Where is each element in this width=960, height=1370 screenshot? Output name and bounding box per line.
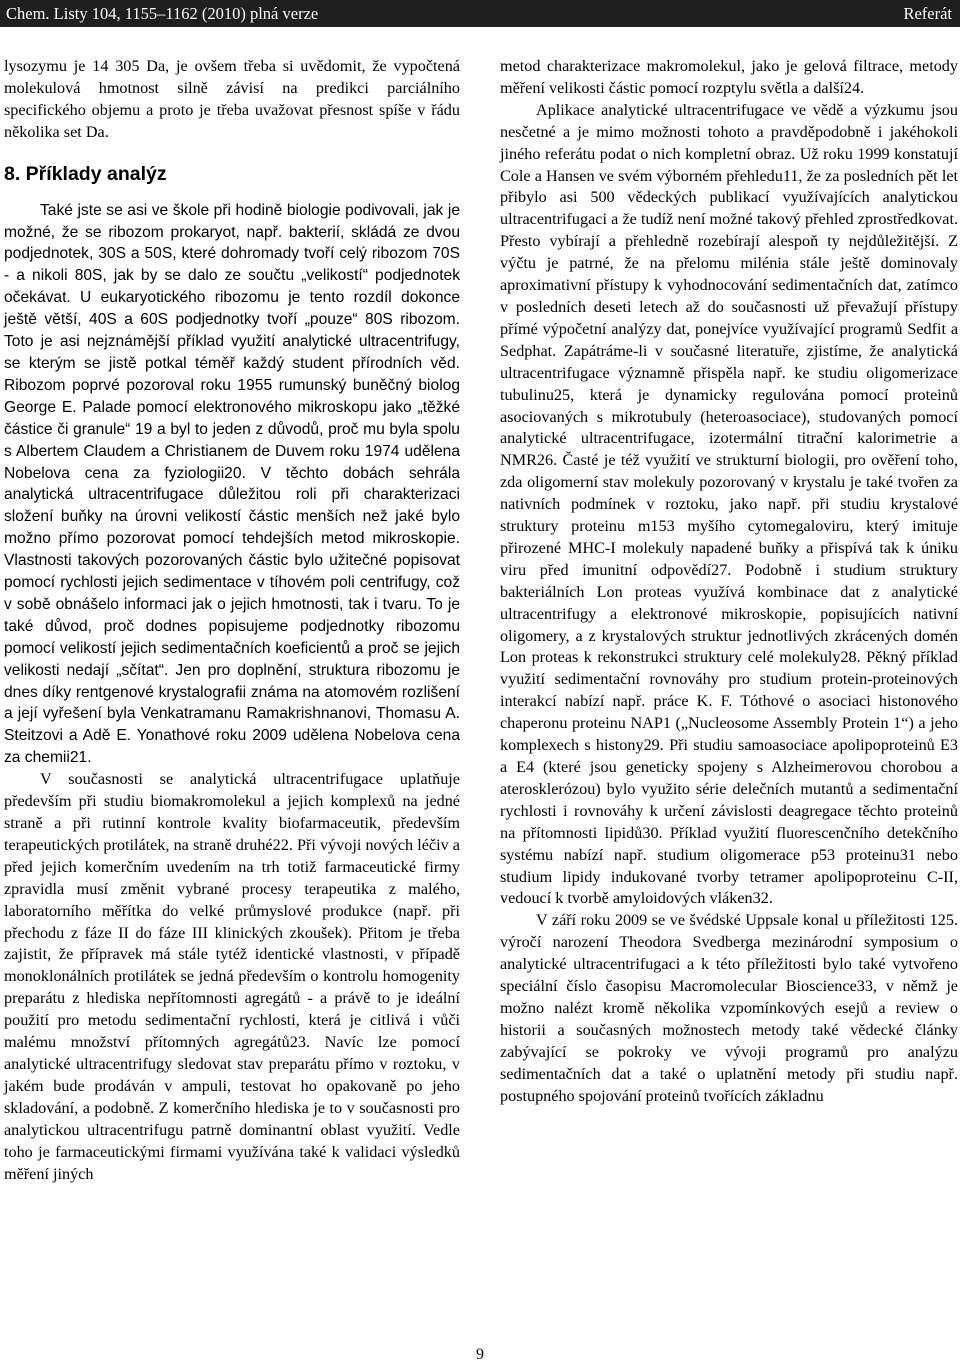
paragraph: lysozymu je 14 305 Da, je ovšem třeba si uvědomit, že vypočtená molekulová hmotnost silně závisí na predikci parciálního specifického objemu a proto je třeba uvažovat přesnost spíše v řádu několika set Da. (4, 57, 460, 141)
paragraph: metod charakterizace makromolekul, jako je gelová filtrace, metody měření velikosti částic pomocí rozptylu světla a další24. (500, 57, 958, 97)
paragraph: Aplikace analytické ultracentrifugace ve vědě a výzkumu jsou nesčetné a je mimo možnosti tohoto a pravděpodobně i jakéhokoli jiného referátu podat o nich kompletní obraz. Už roku 1999 konstatují Cole a Hansen ve svém výborném přehledu11, že za posledních pět let přibylo asi 500 vědeckých publikací využívajících analytickou ultracentrifugaci a že tudíž není možné takový přehled zprostředkovat. Přesto vybírají a přehledně rozebírají alespoň ty nejdůležitější. Z výčtu je patrné, že na přelomu milénia stále ještě dominovaly aproximativní přístupy k vyhodnocování sedimentačních dat, zatímco v posledních deseti letech až do současnosti už převažují přístupy přímé výpočetní analýzy dat, ponejvíce využívající programů Sedfit a Sedphat. Zapátráme-li v současné literatuře, zjistíme, že analytická ultracentrifugace významně přispěla např. ke studiu oligomerizace tubulinu25, která je dynamicky regulována pomocí proteinů asociovaných s mikrotubuly (heteroasociace), studovaných pomocí analytické ultracentrifugace, izotermální titrační kalorimetrie a NMR26. Časté je též využití ve strukturní biologii, pro ověření toho, zda oligomerní stav molekuly pozorovaný v krystalu je také tvořen za nativních podmínek v roztoku, jako např. při studiu krystalové struktury proteinu m153 myšího cytomegaloviru, který imituje přirozené MHC-I molekuly napadené buňky a přispívá tak k úniku viru před imunitní odpovědí27. Podobně i studium struktury bakteriálních Lon proteas využívá kombinace dat z analytické ultracentrifugy a elektronové mikroskopie, popisujících nativní oligomery, a z krystalových struktur jednotlivých zkrácených domén Lon proteas k rekonstrukci struktury celé molekuly28. Pěkný příklad využití sedimentační rovnováhy pro studium protein-proteinových interakcí nabízí např. práce K. F. Tóthové o asociaci histonového chaperonu proteinu NAP1 („Nucleosome Assembly Protein 1“) a jeho komplexech s histony29. Při studiu samoasociace apolipoproteinů E3 a E4 (které jsou geneticky spojeny s Alzheimerovou chorobou a aterosklerózou) bylo využito série delečních mutantů a sedimentační rychlosti i rovnováhy k určení závislosti deagregace těchto proteinů na přítomnosti lipidů30. Příklad využití fluorescenčního detekčního systému nabízí např. studium oligomerace p53 proteinu31 nebo studium lipidy indukované tvorby tetramer apolipoproteinu C-II, vedoucí k tvorbě amyloidových vláken32. (500, 100, 958, 908)
right-column (500, 56, 958, 1108)
journal-header (0, 0, 960, 27)
paragraph: V současnosti se analytická ultracentrifugace uplatňuje především při studiu biomakromolekul a jejich komplexů na jedné straně a při rutinní kontrole kvality biofarmaceutik, především terapeutických protilátek, na straně druhé22. Při vývoji nových léčiv a před jejich komerčním uvedením na trh totiž farmaceutické firmy zpravidla musí změnit vybrané procesy terapeutika z malého, laboratorního měřítka do velké průmyslové produkce (např. při přechodu z fáze II do fáze III klinických zkoušek). Přitom je třeba zajistit, že přípravek má stále tytéž identické vlastnosti, v případě monoklonálních protilátek se jedná především o kontrolu homogenity preparátu z hlediska nepřítomnosti agregátů - a právě to je ideální použití pro metodu sedimentační rychlosti, která je citlivá i vůči malému množství přítomných agregátů23. Navíc lze pomocí analytické ultracentrifugy sledovat stav preparátu přímo v roztoku, v jakém bude prodáván v ampuli, testovat ho opakovaně po jeho skladování, a podobně. Z komerčního hlediska je to v současnosti pro analytickou ultracentrifugu patrně dominantní oblast využití. Vedle toho je farmaceutickými firmami využívána také k validaci výsledků měření jiných (4, 770, 460, 1183)
paragraph: V září roku 2009 se ve švédské Uppsale konal u příležitosti 125. výročí narození Theodora Svedberga mezinárodní symposium o analytické ultracentrifugaci a k této příležitosti bylo také vytvořeno speciální číslo časopisu Macromolecular Bioscience33, v němž je možno nalézt kromě několika vzpomínkových esejů a review o historii a současných možnostech metody také vědecké články zabývající se pokroky ve vývoji programů pro analýzu sedimentačních dat a také o uplatnění metody při studiu např. postupného spojování proteinů tvořících základnu (500, 911, 958, 1105)
left-column (4, 56, 460, 1185)
header-section: Referát (903, 4, 952, 23)
section-heading: 8. Příklady analýz (4, 162, 167, 185)
header-citation: Chem. Listy 104, 1155–1162 (2010) plná verze (6, 4, 319, 23)
paragraph: Také jste se asi ve škole při hodině biologie podivovali, jak je možné, že se ribozom prokaryot, např. bakterií, skládá ze dvou podjednotek, 30S a 50S, které dohromady tvoří celý ribozom 70S - a nikoli 80S, jak by se dalo ze součtu „velikostí“ podjednotek očekávat. U eukaryotického ribozomu je tento rozdíl dokonce ještě větší, 40S a 60S podjednotky tvoří „pouze“ 80S ribozom. Toto je asi nejznámější příklad využití analytické ultracentrifugy, se kterým se jistě potkal téměř každý student přírodních věd. Ribozom poprvé pozoroval roku 1955 rumunský buněčný biolog George E. Palade pomocí elektronového mikroskopu jako „těžké částice či granule“ 19 a byl to jeden z důvodů, proč mu byla spolu s Albertem Claudem a Christianem de Duvem roku 1974 udělena Nobelova cena za fyziologii20. V těchto dobách sehrála analytická ultracentrifugace důležitou roli při charakterizaci složení buňky na úrovni velikostí částic menších než jaké bylo možno přímo pozorovat pomocí tehdejších metod mikroskopie. Vlastnosti takových pozorovaných částic bylo užitečné popisovat pomocí rychlosti jejich sedimentace v tíhovém poli centrifugy, což v sobě obnášelo informaci jak o jejich hmotnosti, tak i tvaru. To je také důvod, proč dodnes popisujeme podjednotky ribozomu pomocí velikostí jejich sedimentačních koeficientů a proč se jejich velikosti nedají „sčítat“. Jen pro doplnění, struktura ribozomu je dnes díky rentgenové krystalografii známa na atomovém rozlišení a její vyřešení byla Venkatramanu Ramakrishnanovi, Thomasu A. Steitzovi a Adě E. Yonathové roku 2009 udělena Nobelova cena za chemii21. (4, 201, 460, 767)
page-number: 9 (476, 1346, 484, 1363)
